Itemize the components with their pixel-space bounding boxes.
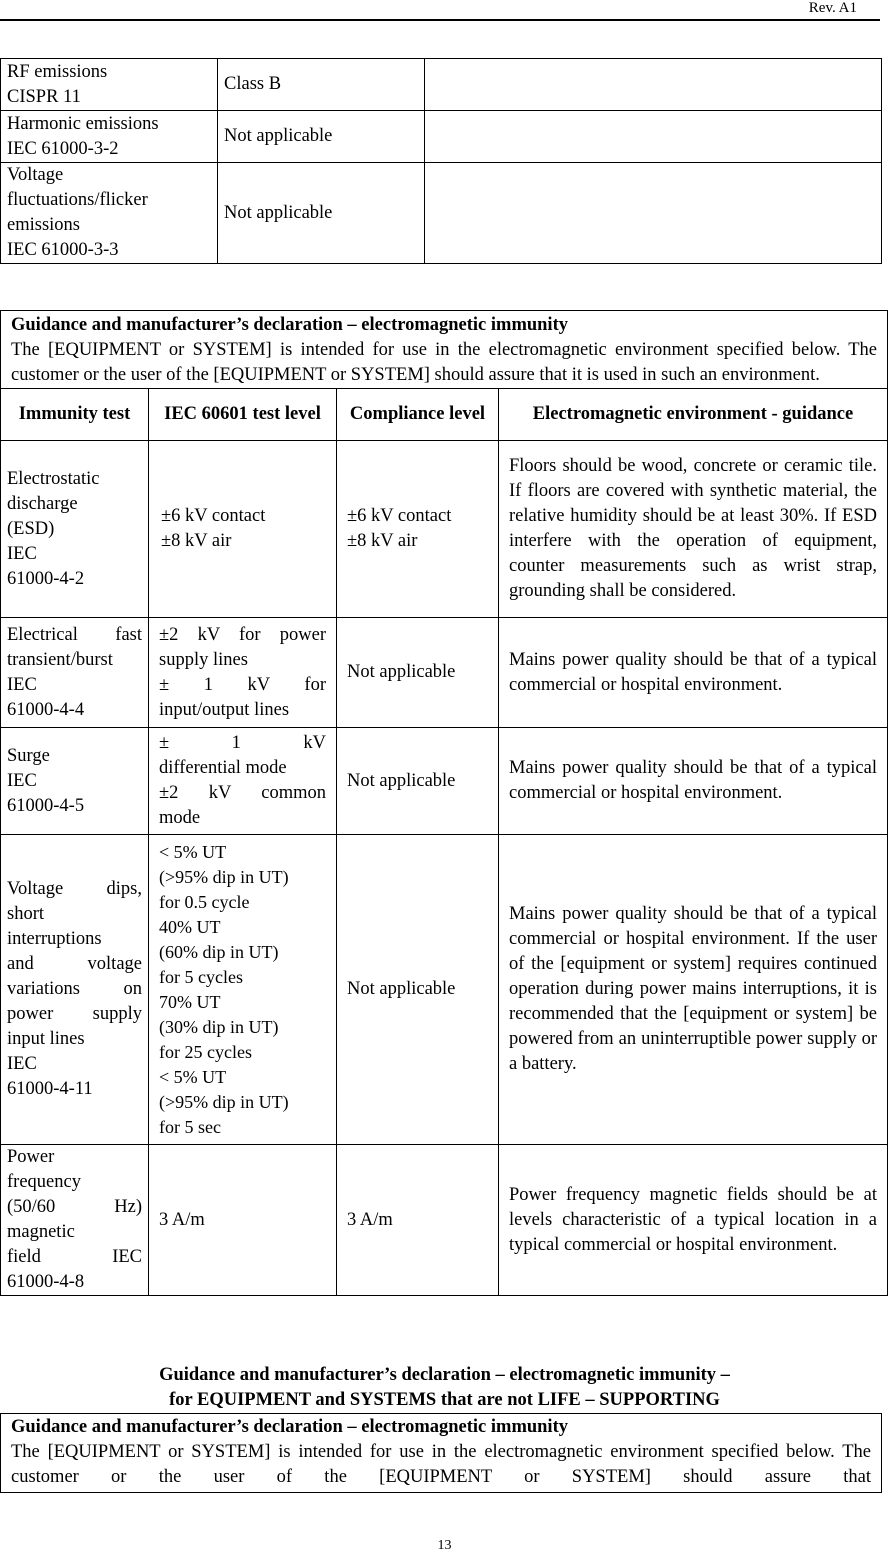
immunity-table-2 [0, 1413, 882, 1493]
page-number: 13 [437, 1538, 452, 1553]
table-row [1, 59, 882, 111]
test-level-cell: ± 1 kV differential mode ±2 kV common mode [149, 728, 337, 835]
immunity-test-cell: Power frequency (50/60 Hz) magnetic field IEC 61000-4-8 [1, 1145, 149, 1296]
column-header: Compliance level [337, 389, 499, 441]
immunity-test-cell: Surge IEC 61000-4-5 [1, 728, 149, 835]
column-header: Electromagnetic environment - guidance [499, 389, 888, 441]
emission-guidance-cell [425, 59, 882, 111]
guidance-cell: Floors should be wood, concrete or ceramic tile. If floors are covered with synthetic material, the relative humidity should be at least 30%. If ESD interfere with the operation of equipment, counter measurements such as wrist strap, grounding shall be considered. [499, 441, 888, 618]
emission-test-cell: Harmonic emissions IEC 61000-3-2 [1, 111, 218, 163]
immunity-title: Guidance and manufacturer’s declaration – electromagnetic immunity [11, 315, 568, 335]
table-row [1, 1145, 888, 1296]
emission-test-cell: Voltage fluctuations/flicker emissions IEC 61000-3-3 [1, 163, 218, 264]
section-title-line-2: for EQUIPMENT and SYSTEMS that are not LIFE – SUPPORTING [169, 1390, 720, 1410]
test-level-cell: ±2 kV for power supply lines ± 1 kV for input/output lines [149, 618, 337, 728]
section-title-line-1: Guidance and manufacturer’s declaration – electromagnetic immunity – [159, 1365, 730, 1385]
guidance-cell: Mains power quality should be that of a typical commercial or hospital environment. [499, 618, 888, 728]
emission-test-cell: RF emissions CISPR 11 [1, 59, 218, 111]
box-text: The [EQUIPMENT or SYSTEM] is intended for use in the electromagnetic environment specified below. The customer or the user of the [EQUIPMENT or SYSTEM] should assure that [11, 1442, 871, 1487]
header-rule [0, 19, 880, 21]
immunity-test-cell: Voltage dips, short interruptions and voltage variations on power supply input lines IEC 61000-4-11 [1, 835, 149, 1145]
immunity-table [0, 310, 888, 1296]
immunity-intro-cell [1, 311, 888, 389]
immunity-intro-cell [1, 1414, 882, 1493]
test-level-cell: ±6 kV contact ±8 kV air [149, 441, 337, 618]
emission-guidance-cell [425, 111, 882, 163]
compliance-level-cell: 3 A/m [337, 1145, 499, 1296]
table-header-row [1, 389, 888, 441]
guidance-cell: Mains power quality should be that of a typical commercial or hospital environment. [499, 728, 888, 835]
column-header: IEC 60601 test level [149, 389, 337, 441]
compliance-level-cell: Not applicable [337, 835, 499, 1145]
emission-compliance-cell: Class B [218, 59, 425, 111]
table-row [1, 1414, 882, 1493]
table-row [1, 163, 882, 264]
box-title: Guidance and manufacturer’s declaration – electromagnetic immunity [11, 1417, 568, 1437]
guidance-cell: Power frequency magnetic fields should be at levels characteristic of a typical location in a typical commercial or hospital environment. [499, 1145, 888, 1296]
table-row [1, 441, 888, 618]
table-row [1, 311, 888, 389]
emission-compliance-cell: Not applicable [218, 111, 425, 163]
table-row [1, 728, 888, 835]
table-row [1, 618, 888, 728]
emissions-table [0, 58, 882, 264]
revision-label: Rev. A1 [808, 0, 857, 16]
table-row [1, 835, 888, 1145]
immunity-intro: The [EQUIPMENT or SYSTEM] is intended for use in the electromagnetic environment specified below. The customer or the user of the [EQUIPMENT or SYSTEM] should assure that it is used in such an environment. [11, 340, 877, 385]
test-level-cell: 3 A/m [149, 1145, 337, 1296]
emission-compliance-cell: Not applicable [218, 163, 425, 264]
immunity-test-cell: Electrostatic discharge (ESD) IEC 61000-4-2 [1, 441, 149, 618]
compliance-level-cell: Not applicable [337, 618, 499, 728]
immunity-test-cell: Electrical fast transient/burst IEC 61000-4-4 [1, 618, 149, 728]
compliance-level-cell: ±6 kV contact ±8 kV air [337, 441, 499, 618]
guidance-cell: Mains power quality should be that of a typical commercial or hospital environment. If the user of the [equipment or system] requires continued operation during power mains interruptions, it is recommended that the [equipment or system] be powered from an uninterruptible power supply or a battery. [499, 835, 888, 1145]
test-level-cell: < 5% UT (>95% dip in UT) for 0.5 cycle 40% UT (60% dip in UT) for 5 cycles 70% UT (30% dip in UT) for 25 cycles < 5% UT (>95% dip in UT) for 5 sec [149, 835, 337, 1145]
emission-guidance-cell [425, 163, 882, 264]
column-header: Immunity test [1, 389, 149, 441]
table-row [1, 111, 882, 163]
compliance-level-cell: Not applicable [337, 728, 499, 835]
